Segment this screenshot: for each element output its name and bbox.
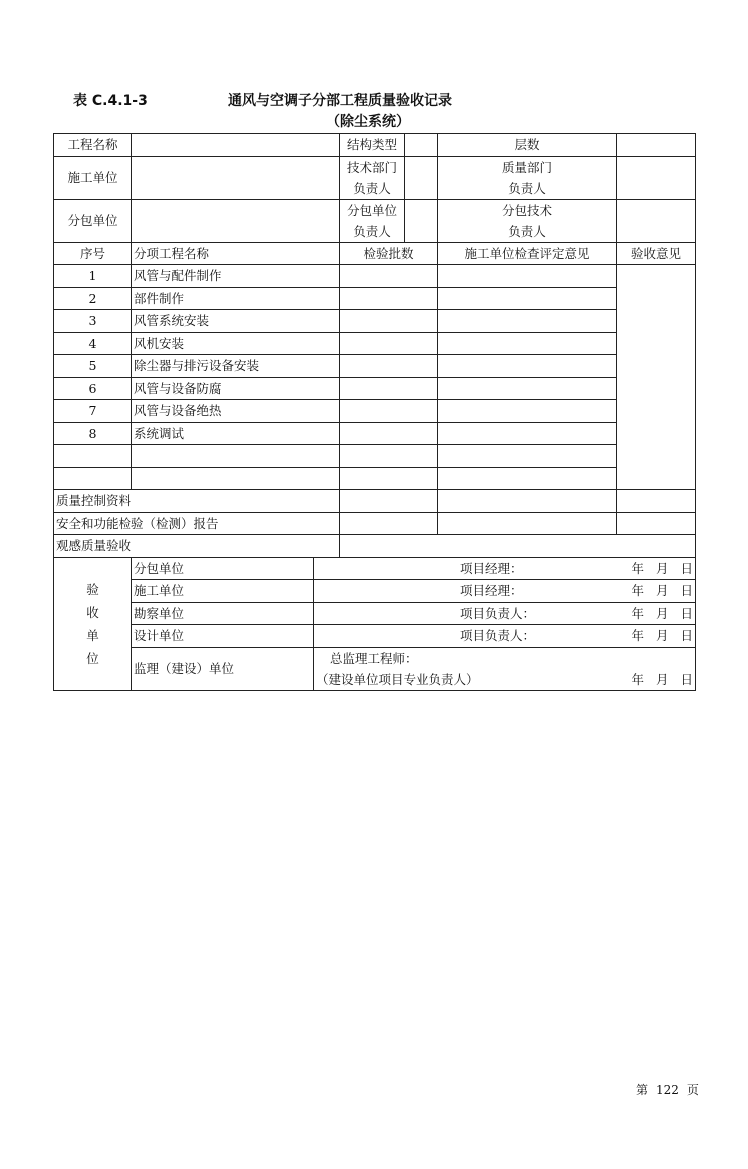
quality-docs-row: [54, 490, 696, 513]
item-name: 风管系统安装: [132, 310, 340, 333]
table-row: [54, 265, 696, 288]
tech-dept-line2: 负责人: [353, 180, 391, 196]
item-batches[interactable]: [340, 310, 438, 333]
appearance-label: 观感质量验收: [54, 535, 340, 558]
item-batches[interactable]: [340, 445, 438, 468]
items-header-row: [54, 242, 696, 265]
date-ymd: 年 月 日: [631, 671, 694, 687]
acceptance-record-table: [53, 133, 696, 691]
label-char: 收: [86, 604, 99, 620]
item-name: 风管与设备防腐: [132, 377, 340, 400]
appearance-value[interactable]: [340, 535, 696, 558]
quality-docs-batches[interactable]: [340, 490, 438, 513]
item-opinion[interactable]: [438, 265, 617, 288]
acceptance-header: 验收意见: [617, 242, 696, 265]
sub-unit-head-line1: 分包单位: [346, 202, 397, 218]
item-opinion[interactable]: [438, 467, 617, 490]
item-name: 部件制作: [132, 287, 340, 310]
item-no[interactable]: [54, 467, 132, 490]
info-row-subcontract: [54, 199, 696, 242]
sub-tech-head-label: [438, 199, 617, 242]
subcontract-unit-label: 分包单位: [54, 199, 132, 242]
item-name: 系统调试: [132, 422, 340, 445]
safety-report-label: 安全和功能检验（检测）报告: [54, 512, 340, 535]
quality-dept-head-label: [438, 156, 617, 199]
label-char: 位: [86, 650, 99, 666]
subcontract-unit-value[interactable]: [132, 199, 340, 242]
appearance-row: [54, 535, 696, 558]
item-name: 风机安装: [132, 332, 340, 355]
supervision-signature[interactable]: [314, 647, 696, 690]
signer-label: 项目经理：: [460, 583, 523, 599]
sub-tech-line2: 负责人: [508, 223, 546, 239]
item-batches[interactable]: [340, 332, 438, 355]
signer-label: 项目经理：: [460, 560, 523, 576]
label-char: 单: [86, 627, 99, 643]
item-batches[interactable]: [340, 400, 438, 423]
tech-dept-head-label: [340, 156, 405, 199]
table-row: [54, 377, 696, 400]
item-batches[interactable]: [340, 377, 438, 400]
quality-dept-line1: 质量部门: [502, 159, 553, 175]
info-row-construction: [54, 156, 696, 199]
item-name[interactable]: [132, 467, 340, 490]
item-no: 5: [54, 355, 132, 378]
date-ymd: 年 月 日: [631, 583, 694, 599]
item-no[interactable]: [54, 445, 132, 468]
document-title: 通风与空调子分部工程质量验收记录: [228, 93, 452, 109]
acceptance-unit-row: [54, 625, 696, 648]
item-no: 2: [54, 287, 132, 310]
item-opinion[interactable]: [438, 310, 617, 333]
item-opinion[interactable]: [438, 355, 617, 378]
item-opinion[interactable]: [438, 332, 617, 355]
item-name: 除尘器与排污设备安装: [132, 355, 340, 378]
acceptance-units-label: [54, 557, 132, 690]
page-number: 第 122 页: [636, 1083, 699, 1097]
signer-label: 项目负责人：: [460, 628, 536, 644]
seq-header: 序号: [54, 242, 132, 265]
sub-unit-head-value[interactable]: [405, 199, 438, 242]
item-name: 风管与设备绝热: [132, 400, 340, 423]
table-row: [54, 400, 696, 423]
date-ymd: 年 月 日: [631, 560, 694, 576]
date-ymd: 年 月 日: [631, 628, 694, 644]
item-opinion[interactable]: [438, 445, 617, 468]
batches-header: 检验批数: [340, 242, 438, 265]
sub-unit-head-label: [340, 199, 405, 242]
quality-docs-acceptance[interactable]: [617, 490, 696, 513]
quality-docs-opinion[interactable]: [438, 490, 617, 513]
table-row: [54, 287, 696, 310]
item-name[interactable]: [132, 445, 340, 468]
construction-unit-value[interactable]: [132, 156, 340, 199]
info-row-project: [54, 134, 696, 157]
item-batches[interactable]: [340, 265, 438, 288]
table-row-blank: [54, 445, 696, 468]
opinion-header: 施工单位检查评定意见: [438, 242, 617, 265]
quality-docs-label: 质量控制资料: [54, 490, 340, 513]
table-row-blank: [54, 467, 696, 490]
safety-report-opinion[interactable]: [438, 512, 617, 535]
table-row: [54, 310, 696, 333]
date-ymd: 年 月 日: [631, 605, 694, 621]
item-opinion[interactable]: [438, 287, 617, 310]
safety-report-row: [54, 512, 696, 535]
item-opinion[interactable]: [438, 400, 617, 423]
acceptance-unit-row: [54, 602, 696, 625]
item-no: 4: [54, 332, 132, 355]
unit-signature[interactable]: [314, 625, 696, 648]
unit-signature[interactable]: [314, 602, 696, 625]
tech-dept-head-value[interactable]: [405, 156, 438, 199]
table-number: 表 C.4.1-3: [73, 93, 148, 109]
supervision-unit-name: 监理（建设）单位: [132, 647, 314, 690]
item-opinion[interactable]: [438, 377, 617, 400]
table-row: [54, 422, 696, 445]
table-row: [54, 355, 696, 378]
sub-tech-head-value[interactable]: [617, 199, 696, 242]
label-char: 验: [86, 581, 99, 597]
structure-type-value[interactable]: [405, 134, 438, 157]
item-batches[interactable]: [340, 422, 438, 445]
item-batches[interactable]: [340, 287, 438, 310]
acceptance-unit-row: [54, 580, 696, 603]
safety-report-acceptance[interactable]: [617, 512, 696, 535]
item-no: 8: [54, 422, 132, 445]
safety-report-batches[interactable]: [340, 512, 438, 535]
sub-tech-line1: 分包技术: [502, 202, 553, 218]
acceptance-opinion-cell[interactable]: [617, 265, 696, 490]
signer-label: 项目负责人：: [460, 605, 536, 621]
project-name-label: 工程名称: [54, 134, 132, 157]
item-no: 1: [54, 265, 132, 288]
item-no: 7: [54, 400, 132, 423]
unit-name: 施工单位: [132, 580, 314, 603]
sub-unit-head-line2: 负责人: [353, 223, 391, 239]
chief-engineer-label: 总监理工程师：: [330, 650, 418, 666]
project-name-value[interactable]: [132, 134, 340, 157]
supervision-row: [54, 647, 696, 690]
item-name-header: 分项工程名称: [132, 242, 340, 265]
unit-signature[interactable]: [314, 557, 696, 580]
floors-label: 层数: [438, 134, 617, 157]
unit-signature[interactable]: [314, 580, 696, 603]
owner-rep-label: （建设单位项目专业负责人）: [316, 671, 479, 687]
item-batches[interactable]: [340, 467, 438, 490]
unit-name: 勘察单位: [132, 602, 314, 625]
quality-dept-line2: 负责人: [508, 180, 546, 196]
table-row: [54, 332, 696, 355]
quality-dept-head-value[interactable]: [617, 156, 696, 199]
document-subtitle: （除尘系统）: [326, 114, 410, 130]
structure-type-label: 结构类型: [340, 134, 405, 157]
construction-unit-label: 施工单位: [54, 156, 132, 199]
item-opinion[interactable]: [438, 422, 617, 445]
item-batches[interactable]: [340, 355, 438, 378]
item-no: 6: [54, 377, 132, 400]
acceptance-unit-row: [54, 557, 696, 580]
item-no: 3: [54, 310, 132, 333]
floors-value[interactable]: [617, 134, 696, 157]
unit-name: 分包单位: [132, 557, 314, 580]
tech-dept-line1: 技术部门: [346, 159, 397, 175]
unit-name: 设计单位: [132, 625, 314, 648]
item-name: 风管与配件制作: [132, 265, 340, 288]
